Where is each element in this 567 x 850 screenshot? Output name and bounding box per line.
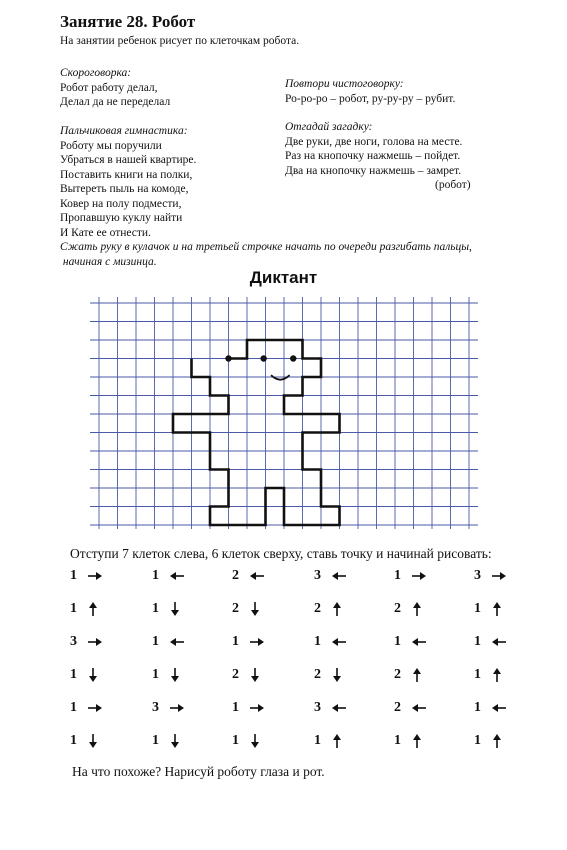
step-count: 1 bbox=[152, 568, 159, 583]
arrow-right-icon bbox=[249, 702, 265, 714]
step-count: 1 bbox=[474, 601, 481, 616]
direction-step bbox=[152, 566, 212, 586]
direction-step bbox=[232, 632, 292, 652]
arrow-right-icon bbox=[169, 702, 185, 714]
step-count: 1 bbox=[232, 634, 239, 649]
start-point bbox=[225, 355, 231, 361]
direction-step bbox=[70, 566, 130, 586]
step-count: 2 bbox=[394, 700, 401, 715]
arrow-right-icon bbox=[87, 702, 103, 714]
arrow-up-icon bbox=[411, 601, 423, 617]
arrow-up-icon bbox=[491, 601, 503, 617]
arrow-down-icon bbox=[169, 667, 181, 683]
tongue-twister-line: Робот работу делал, bbox=[60, 81, 158, 94]
final-question: На что похоже? Нарисуй роботу глаза и рот. bbox=[72, 764, 325, 779]
step-count: 1 bbox=[70, 601, 77, 616]
arrow-right-icon bbox=[491, 570, 507, 582]
arrow-right-icon bbox=[87, 570, 103, 582]
arrow-left-icon bbox=[411, 636, 427, 648]
arrow-right-icon bbox=[87, 636, 103, 648]
direction-step bbox=[314, 731, 374, 751]
step-count: 1 bbox=[152, 667, 159, 682]
direction-step bbox=[474, 599, 534, 619]
finger-gym-note: Сжать руку в кулачок и на третьей строчке начать по очереди разгибать пальцы, bbox=[60, 241, 472, 253]
step-count: 1 bbox=[314, 634, 321, 649]
step-count: 1 bbox=[474, 700, 481, 715]
arrow-down-icon bbox=[87, 733, 99, 749]
direction-step bbox=[232, 665, 292, 685]
direction-step bbox=[152, 698, 212, 718]
finger-gym-heading: Пальчиковая гимнастика: bbox=[60, 125, 188, 137]
step-count: 1 bbox=[70, 700, 77, 715]
step-count: 3 bbox=[474, 568, 481, 583]
dictation-heading: Диктант bbox=[249, 268, 318, 287]
step-count: 1 bbox=[394, 733, 401, 748]
step-count: 1 bbox=[394, 568, 401, 583]
direction-step bbox=[394, 632, 454, 652]
arrow-down-icon bbox=[87, 667, 99, 683]
step-count: 1 bbox=[474, 634, 481, 649]
arrow-left-icon bbox=[169, 636, 185, 648]
arrow-left-icon bbox=[331, 636, 347, 648]
step-count: 2 bbox=[394, 667, 401, 682]
direction-step bbox=[152, 599, 212, 619]
finger-gym-line: Роботу мы поручили bbox=[60, 139, 162, 152]
direction-step bbox=[474, 698, 534, 718]
step-count: 1 bbox=[474, 733, 481, 748]
arrow-left-icon bbox=[331, 570, 347, 582]
direction-step bbox=[394, 698, 454, 718]
arrow-right-icon bbox=[249, 636, 265, 648]
direction-step bbox=[394, 599, 454, 619]
arrow-left-icon bbox=[331, 702, 347, 714]
pure-phrase-section bbox=[285, 77, 455, 106]
arrow-up-icon bbox=[331, 733, 343, 749]
step-count: 2 bbox=[232, 601, 239, 616]
arrow-down-icon bbox=[169, 733, 181, 749]
pure-phrase-line: Ро-ро-ро – робот, ру-ру-ру – рубит. bbox=[285, 92, 456, 105]
arrow-right-icon bbox=[411, 570, 427, 582]
robot-eye-right bbox=[290, 355, 296, 361]
arrow-left-icon bbox=[491, 636, 507, 648]
direction-step bbox=[474, 665, 534, 685]
tongue-twister-heading: Скороговорка: bbox=[60, 67, 132, 79]
direction-step bbox=[232, 566, 292, 586]
direction-step bbox=[314, 632, 374, 652]
finger-gym-line: Убраться в нашей квартире. bbox=[60, 154, 197, 166]
direction-step bbox=[394, 566, 454, 586]
page-title: Занятие 28. Робот bbox=[60, 12, 196, 31]
finger-gym-note: начиная с мизинца. bbox=[60, 255, 157, 268]
direction-step bbox=[232, 698, 292, 718]
dictation-instruction: Отступи 7 клеток слева, 6 клеток сверху, ставь точку и начинай рисовать: bbox=[70, 546, 492, 561]
direction-step bbox=[474, 632, 534, 652]
arrow-down-icon bbox=[249, 601, 261, 617]
step-count: 1 bbox=[152, 733, 159, 748]
arrow-down-icon bbox=[249, 667, 261, 683]
step-count: 1 bbox=[70, 568, 77, 583]
direction-step bbox=[70, 665, 130, 685]
tongue-twister-line: Делал да не переделал bbox=[60, 96, 171, 108]
riddle-line: Две руки, две ноги, голова на месте. bbox=[285, 135, 463, 148]
arrow-up-icon bbox=[491, 667, 503, 683]
finger-gym-line: И Кате ее отнести. bbox=[60, 226, 151, 239]
step-count: 2 bbox=[314, 601, 321, 616]
direction-step bbox=[394, 731, 454, 751]
direction-step bbox=[474, 731, 534, 751]
direction-table bbox=[70, 562, 530, 758]
arrow-up-icon bbox=[411, 667, 423, 683]
step-count: 2 bbox=[314, 667, 321, 682]
arrow-left-icon bbox=[169, 570, 185, 582]
intro-text: На занятии ребенок рисует по клеточкам робота. bbox=[60, 35, 300, 47]
arrow-up-icon bbox=[411, 733, 423, 749]
step-count: 3 bbox=[70, 634, 77, 649]
step-count: 3 bbox=[152, 700, 159, 715]
step-count: 2 bbox=[232, 568, 239, 583]
arrow-left-icon bbox=[249, 570, 265, 582]
finger-gym-line: Вытереть пыль на комоде, bbox=[60, 183, 189, 195]
direction-step bbox=[314, 599, 374, 619]
direction-step bbox=[70, 698, 130, 718]
tongue-twister-section bbox=[60, 66, 170, 110]
riddle-answer: (робот) bbox=[435, 179, 471, 191]
dictation-grid bbox=[90, 297, 478, 529]
arrow-up-icon bbox=[331, 601, 343, 617]
direction-step bbox=[152, 665, 212, 685]
step-count: 1 bbox=[152, 634, 159, 649]
arrow-down-icon bbox=[249, 733, 261, 749]
step-count: 2 bbox=[394, 601, 401, 616]
riddle-section bbox=[285, 120, 471, 193]
step-count: 2 bbox=[232, 667, 239, 682]
direction-step bbox=[394, 665, 454, 685]
arrow-down-icon bbox=[169, 601, 181, 617]
robot-eye-left bbox=[260, 355, 266, 361]
step-count: 1 bbox=[314, 733, 321, 748]
direction-step bbox=[314, 698, 374, 718]
direction-step bbox=[232, 599, 292, 619]
step-count: 1 bbox=[232, 700, 239, 715]
arrow-up-icon bbox=[491, 733, 503, 749]
arrow-left-icon bbox=[411, 702, 427, 714]
step-count: 1 bbox=[152, 601, 159, 616]
step-count: 3 bbox=[314, 568, 321, 583]
arrow-down-icon bbox=[331, 667, 343, 683]
step-count: 1 bbox=[70, 667, 77, 682]
direction-step bbox=[152, 731, 212, 751]
finger-gym-line: Поставить книги на полки, bbox=[60, 168, 193, 181]
direction-step bbox=[152, 632, 212, 652]
riddle-heading: Отгадай загадку: bbox=[285, 121, 373, 133]
step-count: 3 bbox=[314, 700, 321, 715]
arrow-left-icon bbox=[491, 702, 507, 714]
finger-gym-line: Ковер на полу подмести, bbox=[60, 197, 182, 210]
direction-step bbox=[70, 632, 130, 652]
riddle-line: Раз на кнопочку нажмешь – пойдет. bbox=[285, 150, 461, 162]
direction-step bbox=[70, 731, 130, 751]
direction-step bbox=[474, 566, 534, 586]
riddle-line: Два на кнопочку нажмешь – замрет. bbox=[285, 164, 462, 177]
direction-step bbox=[70, 599, 130, 619]
step-count: 1 bbox=[232, 733, 239, 748]
finger-gym-line: Пропавшую куклу найти bbox=[60, 212, 183, 224]
step-count: 1 bbox=[394, 634, 401, 649]
step-count: 1 bbox=[70, 733, 77, 748]
direction-step bbox=[314, 566, 374, 586]
pure-phrase-heading: Повтори чистоговорку: bbox=[285, 78, 404, 90]
step-count: 1 bbox=[474, 667, 481, 682]
arrow-up-icon bbox=[87, 601, 99, 617]
direction-step bbox=[232, 731, 292, 751]
direction-step bbox=[314, 665, 374, 685]
